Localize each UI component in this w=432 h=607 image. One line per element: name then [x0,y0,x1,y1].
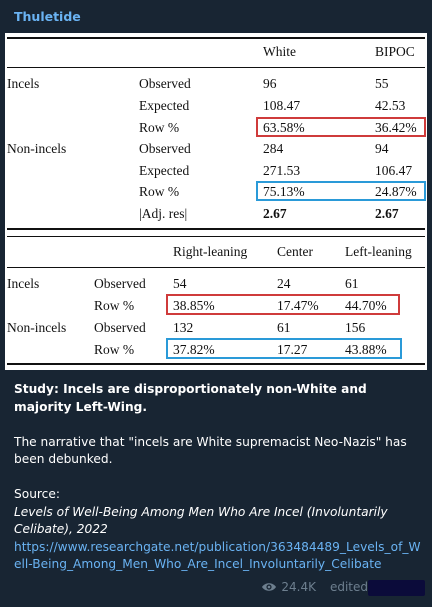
cell-center: 24 [277,276,291,291]
table2-header-rule [7,267,425,268]
row-label: Expected [139,98,190,113]
row-label: Row % [94,342,135,357]
col-header-left-leaning: Left-leaning [345,244,412,259]
cell-left: 156 [345,320,366,335]
cell-left: 44.70% [345,298,387,313]
source-title: Levels of Well-Being Among Men Who Are Incel (Involuntarily Celibate), 2022 [14,504,388,536]
group-label-non-incels: Non-incels [7,141,67,156]
cell-white: 108.47 [263,98,301,113]
cell-bipoc: 24.87% [375,184,417,199]
group-label-incels: Incels [7,76,40,91]
body-text: The narrative that "incels are White supremacist Neo-Nazis" has been debunked. [14,434,407,466]
table-header-rule [7,67,425,68]
edited-label: edited [329,580,368,594]
col-header-white: White [263,44,296,59]
source-label: Source: [14,487,60,501]
cell-bipoc: 55 [375,76,389,91]
row-label: Row % [139,184,180,199]
message-meta [261,580,368,594]
cell-white: 284 [263,141,284,156]
row-label: Observed [94,276,146,291]
eye-icon [261,581,277,593]
study-table-image[interactable] [5,33,427,370]
cell-white: 96 [263,76,277,91]
cell-white: 2.67 [263,206,287,221]
cell-white: 63.58% [263,120,305,135]
table-divider-rule [7,228,425,230]
cell-center: 17.47% [277,298,319,313]
view-count: 24.4K [281,580,316,594]
cell-right: 54 [173,276,187,291]
row-label: Row % [139,120,180,135]
source-link[interactable]: https://www.researchgate.net/publication/363484489_Levels_of_Well-Being_Among_Men_Who_Are_Incel_Involuntarily_Celibate [14,539,421,571]
row-label: Observed [94,320,146,335]
col-header-center: Center [277,244,313,259]
cell-bipoc: 36.42% [375,120,417,135]
row-label: Observed [139,76,191,91]
cell-right: 37.82% [173,342,215,357]
redacted-timestamp [368,580,425,596]
col-header-bipoc: BIPOC [375,44,415,59]
cell-right: 38.85% [173,298,215,313]
row-label: Observed [139,141,191,156]
table-bottom-rule [7,363,425,365]
cell-bipoc: 94 [375,141,389,156]
message-text [14,381,422,574]
row-label: Row % [94,298,135,313]
cell-center: 61 [277,320,291,335]
group-label-non-incels: Non-incels [7,320,67,335]
row-label: |Adj. res| [139,206,188,221]
cell-bipoc: 42.53 [375,98,406,113]
table2-top-rule [7,236,425,237]
headline: Study: Incels are disproportionately non-White and majority Left-Wing. [14,382,367,414]
cell-bipoc: 106.47 [375,163,413,178]
row-label: Expected [139,163,190,178]
col-header-right-leaning: Right-leaning [173,244,248,259]
group-label-incels: Incels [7,276,40,291]
cell-left: 61 [345,276,359,291]
cell-bipoc: 2.67 [375,206,399,221]
cell-white: 75.13% [263,184,305,199]
cell-left: 43.88% [345,342,387,357]
cell-white: 271.53 [263,163,301,178]
channel-name[interactable]: Thuletide [14,9,81,24]
cell-right: 132 [173,320,194,335]
cell-center: 17.27 [277,342,308,357]
table-top-rule [7,37,425,39]
